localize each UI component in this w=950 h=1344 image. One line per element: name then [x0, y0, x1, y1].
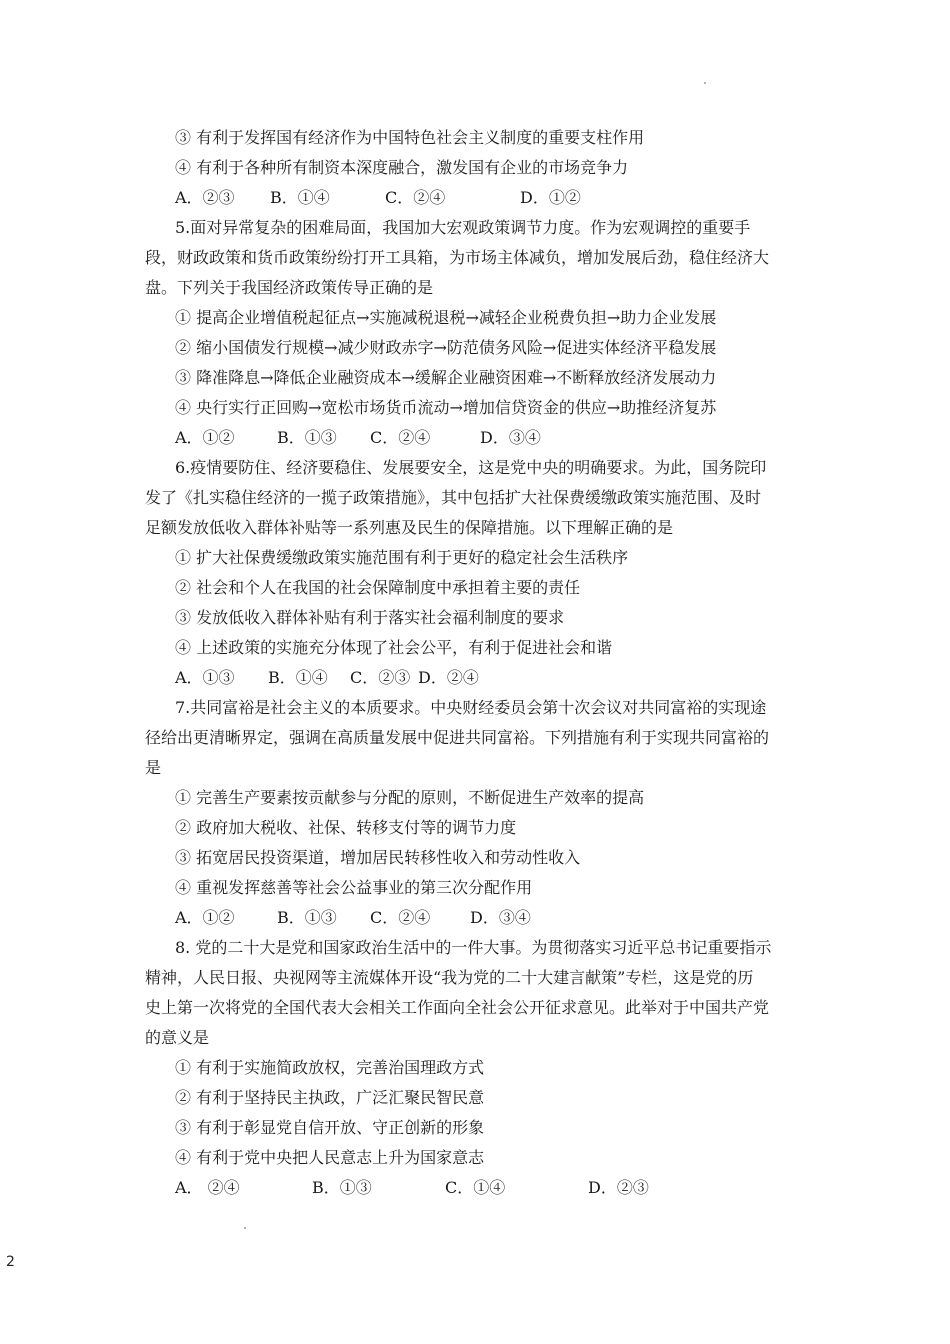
scan-speck: [244, 1227, 246, 1229]
q5-option-c: C．②④: [370, 428, 431, 447]
q6-statement-1: ① 扩大社保费缓缴政策实施范围有利于更好的稳定社会生活秩序: [175, 548, 629, 567]
q5-option-a: A．①②: [175, 428, 235, 447]
q4-option-c: C．②④: [385, 188, 446, 207]
q7-statement-2: ② 政府加大税收、社保、转移支付等的调节力度: [175, 818, 517, 837]
q6-option-b: B．①④: [268, 668, 328, 687]
q8-stem-line-3: 史上第一次将党的全国代表大会相关工作面向全社会公开征求意见。此举对于中国共产党: [145, 998, 770, 1017]
q6-statement-2: ② 社会和个人在我国的社会保障制度中承担着主要的责任: [175, 578, 581, 597]
page-number: 2: [6, 1254, 15, 1270]
q8-option-a: A． ②④: [175, 1178, 240, 1197]
q5-stem-line-2: 段，财政政策和货币政策纷纷打开工具箱，为市场主体减负，增加发展后劲，稳住经济大: [145, 248, 770, 267]
q6-statement-4: ④ 上述政策的实施充分体现了社会公平，有利于促进社会和谐: [175, 638, 613, 657]
q4-option-a: A．②③: [175, 188, 235, 207]
q6-option-c: C．②③: [350, 668, 411, 687]
scan-speck: [704, 82, 706, 84]
q7-option-b: B．①③: [277, 908, 337, 927]
q6-stem-line-3: 足额发放低收入群体补贴等一系列惠及民生的保障措施。以下理解正确的是: [145, 518, 674, 537]
q5-statement-2: ② 缩小国债发行规模→减少财政赤字→防范债务风险→促进实体经济平稳发展: [175, 338, 717, 357]
q5-option-d: D．③④: [480, 428, 541, 447]
q4-statement-4: ④ 有利于各种所有制资本深度融合，激发国有企业的市场竞争力: [175, 158, 629, 177]
q7-stem-line-1: 7.共同富裕是社会主义的本质要求。中央财经委员会第十次会议对共同富裕的实现途: [175, 698, 767, 717]
q8-statement-2: ② 有利于坚持民主执政，广泛汇聚民智民意: [175, 1088, 485, 1107]
q6-option-d: D．②④: [418, 668, 479, 687]
q7-statement-4: ④ 重视发挥慈善等社会公益事业的第三次分配作用: [175, 878, 533, 897]
q4-option-b: B．①④: [270, 188, 330, 207]
q7-option-a: A．①②: [175, 908, 235, 927]
q5-stem-line-1: 5.面对异常复杂的困难局面，我国加大宏观政策调节力度。作为宏观调控的重要手: [175, 218, 751, 237]
q6-option-a: A．①③: [175, 668, 235, 687]
q4-option-d: D．①②: [520, 188, 581, 207]
q7-statement-1: ① 完善生产要素按贡献参与分配的原则，不断促进生产效率的提高: [175, 788, 645, 807]
q8-statement-1: ① 有利于实施简政放权，完善治国理政方式: [175, 1058, 485, 1077]
q5-option-b: B．①③: [277, 428, 337, 447]
q8-statement-3: ③ 有利于彰显党自信开放、守正创新的形象: [175, 1118, 485, 1137]
q7-option-c: C．②④: [370, 908, 431, 927]
q4-statement-3: ③ 有利于发挥国有经济作为中国特色社会主义制度的重要支柱作用: [175, 128, 645, 147]
q5-statement-4: ④ 央行实行正回购→宽松市场货币流动→增加信贷资金的供应→助推经济复苏: [175, 398, 717, 417]
q5-statement-1: ① 提高企业增值税起征点→实施减税退税→减轻企业税费负担→助力企业发展: [175, 308, 717, 327]
q7-option-d: D．③④: [470, 908, 531, 927]
q8-stem-line-1: 8. 党的二十大是党和国家政治生活中的一件大事。为贯彻落实习近平总书记重要指示: [175, 938, 772, 957]
q5-stem-line-3: 盘。下列关于我国经济政策传导正确的是: [145, 278, 434, 297]
q8-option-b: B．①③: [312, 1178, 372, 1197]
q5-statement-3: ③ 降准降息→降低企业融资成本→缓解企业融资困难→不断释放经济发展动力: [175, 368, 717, 387]
q6-stem-line-2: 发了《扎实稳住经济的一揽子政策措施》，其中包括扩大社保费缓缴政策实施范围、及时: [145, 488, 762, 507]
q8-stem-line-4: 的意义是: [145, 1028, 210, 1047]
q7-stem-line-3: 是: [145, 758, 162, 777]
q6-stem-line-1: 6.疫情要防住、经济要稳住、发展要安全，这是党中央的明确要求。为此，国务院印: [175, 458, 767, 477]
q7-statement-3: ③ 拓宽居民投资渠道，增加居民转移性收入和劳动性收入: [175, 848, 581, 867]
q6-statement-3: ③ 发放低收入群体补贴有利于落实社会福利制度的要求: [175, 608, 565, 627]
q8-option-d: D．②③: [588, 1178, 649, 1197]
q7-stem-line-2: 径给出更清晰界定，强调在高质量发展中促进共同富裕。下列措施有利于实现共同富裕的: [145, 728, 770, 747]
q8-stem-line-2: 精神，人民日报、央视网等主流媒体开设“我为党的二十大建言献策”专栏，这是党的历: [145, 968, 754, 987]
q8-statement-4: ④ 有利于党中央把人民意志上升为国家意志: [175, 1148, 485, 1167]
q8-option-c: C．①④: [445, 1178, 506, 1197]
